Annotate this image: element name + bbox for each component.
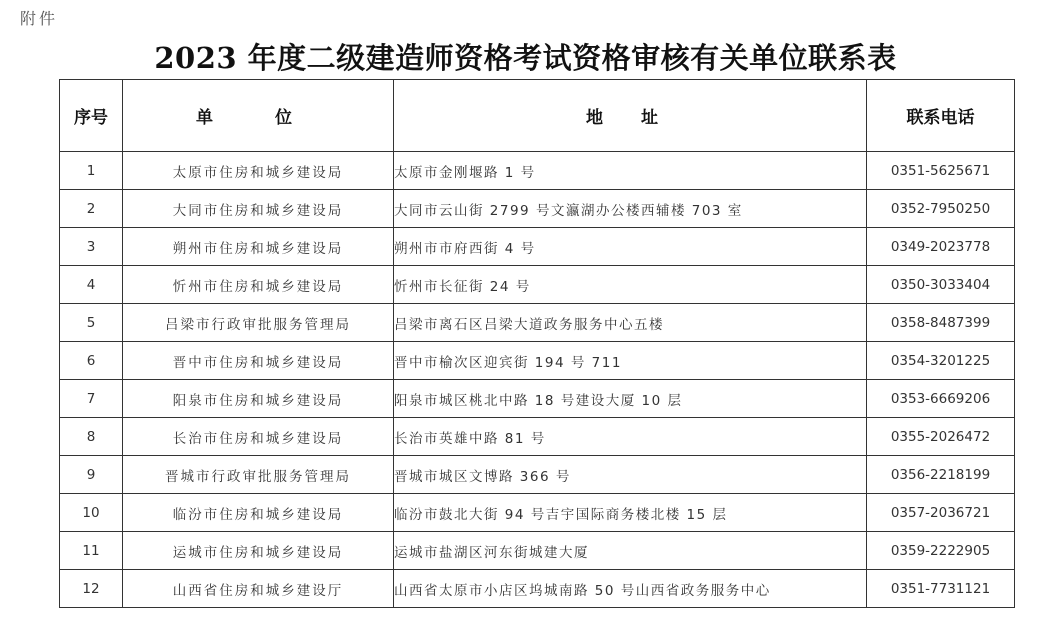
table-row [60,494,1015,532]
header-phone: 联系电话 [867,80,1015,152]
row-unit: 大同市住房和城乡建设局 [123,190,394,228]
table-row [60,152,1015,190]
row-no: 4 [60,266,123,304]
row-address: 山西省太原市小店区坞城南路 50 号山西省政务服务中心 [394,570,867,608]
row-phone: 0352-7950250 [867,190,1015,228]
row-address: 运城市盐湖区河东街城建大厦 [394,532,867,570]
row-no: 12 [60,570,123,608]
row-no: 10 [60,494,123,532]
row-unit: 朔州市住房和城乡建设局 [123,228,394,266]
row-unit: 晋城市行政审批服务管理局 [123,456,394,494]
document-title: 2023 年度二级建造师资格考试资格审核有关单位联系表 [154,41,897,75]
row-no: 1 [60,152,123,190]
table-row [60,532,1015,570]
row-phone: 0356-2218199 [867,456,1015,494]
row-phone: 0358-8487399 [867,304,1015,342]
row-unit: 山西省住房和城乡建设厅 [123,570,394,608]
row-address: 阳泉市城区桃北中路 18 号建设大厦 10 层 [394,380,867,418]
header-no: 序号 [60,80,123,152]
row-phone: 0357-2036721 [867,494,1015,532]
row-phone: 0349-2023778 [867,228,1015,266]
row-no: 8 [60,418,123,456]
row-address: 太原市金刚堰路 1 号 [394,152,867,190]
row-unit: 忻州市住房和城乡建设局 [123,266,394,304]
row-no: 7 [60,380,123,418]
row-phone: 0355-2026472 [867,418,1015,456]
row-phone: 0351-5625671 [867,152,1015,190]
row-unit: 晋中市住房和城乡建设局 [123,342,394,380]
row-no: 11 [60,532,123,570]
table-row [60,304,1015,342]
row-unit: 吕梁市行政审批服务管理局 [123,304,394,342]
contact-table [59,79,1015,608]
row-unit: 长治市住房和城乡建设局 [123,418,394,456]
row-phone: 0351-7731121 [867,570,1015,608]
row-address: 朔州市市府西街 4 号 [394,228,867,266]
row-no: 3 [60,228,123,266]
attachment-label: 附件 [20,9,59,28]
row-no: 6 [60,342,123,380]
row-no: 9 [60,456,123,494]
table-row [60,266,1015,304]
row-no: 5 [60,304,123,342]
row-address: 大同市云山街 2799 号文瀛湖办公楼西辅楼 703 室 [394,190,867,228]
row-address: 吕梁市离石区吕梁大道政务服务中心五楼 [394,304,867,342]
row-unit: 太原市住房和城乡建设局 [123,152,394,190]
row-address: 忻州市长征街 24 号 [394,266,867,304]
table-row [60,228,1015,266]
table-row [60,418,1015,456]
header-address: 地 址 [394,80,867,152]
row-no: 2 [60,190,123,228]
row-address: 晋中市榆次区迎宾街 194 号 711 [394,342,867,380]
row-phone: 0354-3201225 [867,342,1015,380]
row-address: 长治市英雄中路 81 号 [394,418,867,456]
row-phone: 0359-2222905 [867,532,1015,570]
table-row [60,190,1015,228]
row-address: 晋城市城区文博路 366 号 [394,456,867,494]
row-unit: 阳泉市住房和城乡建设局 [123,380,394,418]
header-unit: 单 位 [123,80,394,152]
table-row [60,342,1015,380]
table-row [60,380,1015,418]
table-row [60,456,1015,494]
row-phone: 0353-6669206 [867,380,1015,418]
row-phone: 0350-3033404 [867,266,1015,304]
table-header-row [60,80,1015,152]
table-row [60,570,1015,608]
row-unit: 临汾市住房和城乡建设局 [123,494,394,532]
row-unit: 运城市住房和城乡建设局 [123,532,394,570]
row-address: 临汾市鼓北大街 94 号吉宇国际商务楼北楼 15 层 [394,494,867,532]
